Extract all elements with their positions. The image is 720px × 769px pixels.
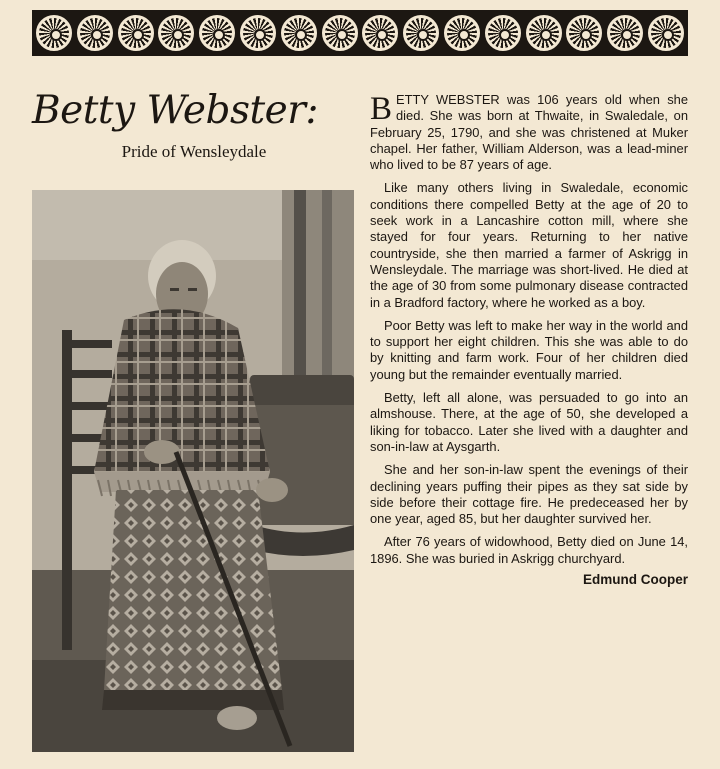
rosette-ornament	[322, 15, 358, 51]
paragraph: Betty, left all alone, was persuaded to go into an almshouse. There, at the age of 50, she developed a liking for tobacco. Later she lived with a daughter and son-in-law at Aysgarth.	[370, 390, 688, 454]
rosette-ornament	[158, 15, 194, 51]
rosette-ornament	[403, 15, 439, 51]
rosette-ornament	[362, 15, 398, 51]
portrait-photo	[32, 190, 354, 752]
drop-cap: B	[370, 91, 393, 127]
rosette-ornament	[526, 15, 562, 51]
paragraph: Poor Betty was left to make her way in the world and to support her eight children. This she was able to do by knitting and farm work. Four of her children died young but the remainder eventually married.	[370, 317, 688, 382]
paragraph: She and her son-in-law spent the evenings of their declining years puffing their pipes as they sat side by side before their cottage fire. He predeceased her by one year, aged 85, but her daughter survived her.	[370, 462, 688, 527]
rosette-ornament	[118, 15, 154, 51]
byline: Edmund Cooper	[583, 572, 688, 588]
rosette-ornament	[240, 15, 276, 51]
article-body	[370, 92, 688, 588]
rosette-ornament	[485, 15, 521, 51]
rosette-ornament	[199, 15, 235, 51]
article-title: Betty Webster:	[32, 88, 319, 133]
paragraph-1-text: ETTY WEBSTER was 106 years old when she died. She was born at Thwaite, in Swaledale, on February 25, 1790, and she was christened at Muker chapel. Her father, William Alderson, was a lead-miner who lived to be 87 years of age.	[370, 92, 688, 173]
decorative-border	[32, 10, 688, 56]
article-subtitle: Pride of Wensleydale	[121, 142, 267, 161]
rosette-ornament	[77, 15, 113, 51]
portrait-illustration	[32, 190, 354, 752]
rosette-ornament	[281, 15, 317, 51]
paragraph: After 76 years of widowhood, Betty died on June 14, 1896. She was buried in Askrigg churchyard.	[370, 534, 688, 566]
paragraph-1	[370, 92, 688, 173]
rosette-ornament	[607, 15, 643, 51]
rosette-ornament	[566, 15, 602, 51]
rosette-ornament	[648, 15, 684, 51]
rosette-ornament	[36, 15, 72, 51]
paragraph: Like many others living in Swaledale, economic conditions there compelled Betty at the age of 20 to seek work in a Lancashire cotton mill, where she stayed for four years. Returning to her native countryside, she then married a farmer of Askrigg in Wensleydale. The marriage was short-lived. He died at the age of 30 from some pulmonary disease contracted in a Bradford factory, where he worked as a boy.	[370, 180, 688, 310]
rosette-ornament	[444, 15, 480, 51]
